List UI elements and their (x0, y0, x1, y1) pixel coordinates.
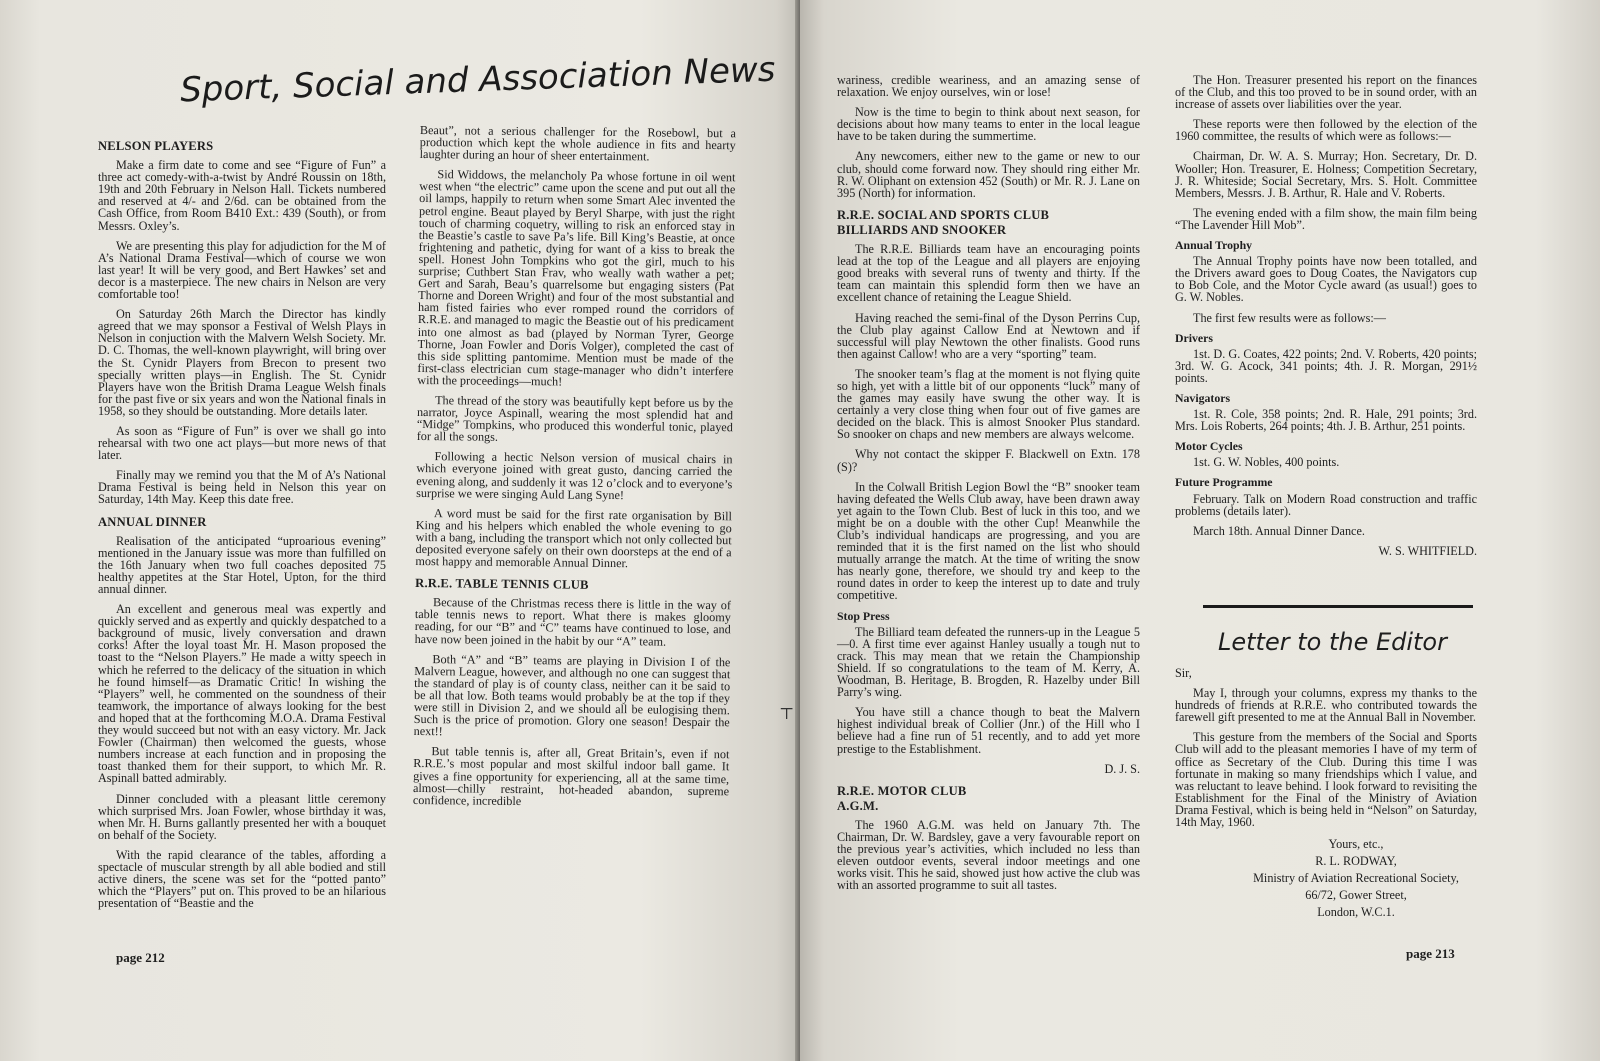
article-paragraph: You have still a chance though to beat the Malvern highest individual break of Collier (Jnr.) of the Hill who I believe had a fine run of 51 recently, and to add yet more prestige to the Establishment. (837, 705, 1140, 756)
letter-paragraph: This gesture from the members of the Social and Sports Club will add to the pleasant memories I have of my term of office as Secretary of the Club. During this time I was fortunate in making so many friendships which I value, and was reluctant to leave behind. I look forward to revisiting the Establishment for the Final of the Ministry of Aviation Drama Festival, which is being held in “Nelson” on Saturday, 14th May, 1960. (1175, 730, 1477, 830)
section-heading: R.R.E. MOTOR CLUB (837, 783, 967, 798)
staple-mark: ⊤ (779, 706, 795, 723)
page-title: Sport, Social and Association News (179, 49, 777, 111)
article-paragraph: Why not contact the skipper F. Blackwell on Extn. 178 (S)? (837, 447, 1140, 474)
article-paragraph: Any newcomers, either new to the game or new to our club, should come forward now. They should ring either Mr. R. W. Oliphant on extension 452 (South) or Mr. R. J. Lane on 395 (North) for information. (837, 149, 1140, 200)
letter-salutation: Sir, (1175, 666, 1192, 680)
article-paragraph: An excellent and generous meal was expertly and quickly served and as expertly and quickly despatched to a background of music, lively conversation and drawn corks! After the loyal toast Mr. H. Mason proposed the toast to the “Nelson Players.” He made a witty speech in which he referred to the delicacy of the situation in which he found himself—as Dramatic Critic! In wishing the “Players” well, he commented on the soundness of their teamwork, the importance of always looking for the best and hoped that at the forthcoming M.O.A. Drama Festival they would succeed but not with an easy victory. Mr. Jack Fowler (Chairman) then welcomed the guests, whose numbers increase at each function and in proposing the toast thanked them for their support, to which Mr. R. Aspinall batted admirably. (98, 602, 386, 786)
letter-paragraph: May I, through your columns, express my thanks to the hundreds of friends at R.R.E. who contributed towards the farewell gift presented to me at the Annual Ball in November. (1175, 686, 1477, 725)
page-number-right: page 213 (1406, 946, 1455, 961)
article-paragraph: The 1960 A.G.M. was held on January 7th. The Chairman, Dr. W. Bardsley, gave a very favourable report on the previous year’s activities, which included no less than eleven outdoor events, several indoor meetings and one works visit. This he said, showed just how active the club was with an assorted programme to suit all tastes. (837, 817, 1140, 893)
letter-signature-block (1235, 836, 1477, 921)
article-paragraph: But table tennis is, after all, Great Britain’s, even if not R.R.E.’s most popular and most skilful indoor ball game. It gives a fine opportunity for experiencing, all at the same time, almost—chilly restraint, hot-headed abandon, supreme confidence, incredible (412, 744, 730, 808)
article-paragraph: The snooker team’s flag at the moment is not flying quite so high, yet with a little bit of our opponents “luck” many of the games may easily have swung the other way. It is certainly a very close thing when four out of five games are decided on the black. This is almost Snooker Plus standard. So snooker on chaps and new members are always welcome. (837, 366, 1140, 442)
article-paragraph: 1st. D. G. Coates, 422 points; 2nd. V. Roberts, 420 points; 3rd. W. G. Acock, 341 points; 4th. J. R. Morgan, 291½ points. (1175, 346, 1477, 385)
column-4 (1175, 74, 1477, 565)
article-paragraph: With the rapid clearance of the tables, affording a spectacle of muscular strength by all able bodied and still active diners, the scene was set for the “potted panto” which the “Players” put on. This proved to be an hilarious presentation of “Beastie and the (98, 847, 386, 911)
letter-title: Letter to the Editor (1218, 628, 1447, 656)
article-paragraph: Now is the time to begin to think about next season, for decisions about how many teams to enter in the local league have to be taken during the summertime. (837, 105, 1140, 144)
letter-to-editor (1175, 667, 1477, 921)
column-1 (98, 130, 386, 917)
continued-paragraph: Beaut”, not a serious challenger for the Rosebowl, but a production which kept the whole audience in fits and hearty laughter during an hour of sheer entertainment. (419, 123, 736, 164)
article-paragraph: We are presenting this play for adjudiction for the M of A’s National Drama Festival—which of course we won last year! It will be very good, and Bert Hawkes’ set and decor is a masterpiece. The new chairs in Nelson are very comfortable too! (98, 238, 386, 302)
author-signoff: D. J. S. (1104, 761, 1140, 776)
section-subheading: BILLIARDS AND SNOOKER (837, 222, 1007, 237)
continued-paragraph: wariness, credible weariness, and an amazing sense of relaxation. We enjoy ourselves, win or lose! (837, 73, 1140, 100)
section-heading: R.R.E. SOCIAL AND SPORTS CLUB (837, 207, 1050, 222)
article-paragraph: Having reached the semi-final of the Dyson Perrins Cup, the Club play against Callow End at Newtown and if successful will play Newtown the other finalists. Good runs then against Callow! who are a very “sporting” team. (837, 310, 1140, 361)
article-paragraph: Following a hectic Nelson version of musical chairs in which everyone joined with great gusto, dancing carried the evening along, and suddenly it was 12 o’clock and to everyone’s surprise we were singing Auld Lang Syne! (416, 449, 733, 502)
article-paragraph: The R.R.E. Billiards team have an encouraging points lead at the top of the League and all players are enjoying good breaks with several runs of twenty and thirty. If the team can maintain this splendid form then we have an excellent chance of retaining the League Shield. (837, 242, 1140, 305)
article-paragraph: The first few results were as follows:— (1193, 310, 1386, 325)
section-subheading: A.G.M. (837, 798, 879, 813)
subsection-heading: Navigators (1175, 390, 1231, 405)
section-heading: ANNUAL DINNER (98, 514, 207, 529)
subsection-heading: Future Programme (1175, 475, 1273, 490)
subsection-heading: Annual Trophy (1175, 238, 1253, 253)
article-paragraph: February. Talk on Modern Road construction and traffic problems (details later). (1175, 491, 1477, 518)
article-paragraph: A word must be said for the first rate organisation by Bill King and his helpers which enabled the whole evening to go with a bang, including the transport which not only collected but deposited everyone safely on their own doorsteps at the end of a most happy and memorable Annual Dinner. (415, 505, 732, 571)
article-paragraph: These reports were then followed by the election of the 1960 committee, the results of which were as follows:— (1175, 117, 1477, 144)
section-heading: NELSON PLAYERS (98, 139, 214, 153)
subsection-heading: Stop Press (837, 608, 890, 623)
article-paragraph: March 18th. Annual Dinner Dance. (1193, 523, 1365, 538)
column-2 (413, 124, 736, 817)
article-paragraph: In the Colwall British Legion Bowl the “B” snooker team having defeated the Wells Club away, have been drawn away yet again to the Town Club. Best of luck in this too, and we might be on a double with the other Cup! Meanwhile the Club’s individual handicaps are progressing, and you are reminded that it is the first named on the list who should mutually arrange the match. At the time of writing the snow has nearly gone, therefore, we should try and keep to the round dates in order to keep the interest up to date and truly competitive. (837, 479, 1140, 603)
article-paragraph: The Annual Trophy points have now been totalled, and the Drivers award goes to Doug Coates, the Navigators cup to Bob Cole, and the Motor Cycle award (as usual!) goes to G. W. Nobles. (1175, 254, 1477, 305)
article-paragraph: Realisation of the anticipated “uproarious evening” mentioned in the January issue was more than fulfilled on the 16th January when two full coaches deposited 75 healthy appetites at the Star Hotel, Upton, for the third annual dinner. (98, 533, 386, 596)
column-3 (837, 74, 1140, 899)
article-paragraph: Because of the Christmas recess there is little in the way of table tennis news to report. What there is makes gloomy reading, for our “B” and “C” teams have continued to lose, and have now been joined in the habit by our “A” team. (414, 595, 732, 649)
author-signoff: W. S. WHITFIELD. (1378, 543, 1477, 558)
subsection-heading: Motor Cycles (1175, 439, 1243, 454)
article-paragraph: Sid Widdows, the melancholy Pa whose fortune in oil went west when “the electric” came upon the scene and put out all the oil lamps, happily to return when some Smart Alec invented the petrol engine. Beaut played by Beryl Sharpe, with just the right touch of charming coquetry, willing to risk an enforced stay in the Beastie’s castle to save Pa’s life. Bill King’s Beastie, at once frightening and pathetic, dying for want of a kiss to break the spell. Honest John Tompkins who got the girl, much to his surprise; Cuthbert Stan Frav, who weally wath wather a pet; Gert and Sarah, Beau’s quarrelsome but engaging sisters (Pat Thorne and Doreen Wright) and four of the most substantial and ham fisted fairies who ever romped round the corridors of R.R.E. and managed to magic the Beastie out of his predicament into one almost as bad (played by Norman Tyrer, George Thorne, Joan Fowler and Doris Volger), completed the cast of this side splitting pantomime. Mention must be made of the first-class electrician cum stage-manager who didn’t interfere with the proceedings—much! (417, 167, 736, 389)
article-paragraph: Dinner concluded with a pleasant little ceremony which surprised Mrs. Joan Fowler, whose birthday it was, when Mr. H. Burns gallantly presented her with a bouquet on behalf of the Society. (98, 791, 386, 842)
article-paragraph: 1st. G. W. Nobles, 400 points. (1193, 455, 1340, 470)
letter-closing: Yours, etc., (1328, 837, 1384, 852)
article-paragraph: On Saturday 26th March the Director has kindly agreed that we may sponsor a Festival of Welsh Plays in Nelson in conjuction with the Malvern Welsh Society. Mr. D. C. Thomas, the well-known playwright, will bring over the St. Cynidr Players from Brecon to present two specially written plays—in English. The St. Cynidr Players have won the British Drama League Welsh finals for the past five or six years and won the National finals in 1958, so they should be outstanding. More details later. (98, 307, 386, 418)
article-paragraph: Finally may we remind you that the M of A’s National Drama Festival is being held in Nelson this year on Saturday, 14th May. Keep this date free. (98, 468, 386, 507)
letter-organisation: Ministry of Aviation Recreational Society, (1253, 871, 1459, 886)
letter-address-line: London, W.C.1. (1317, 905, 1395, 920)
article-paragraph: Both “A” and “B” teams are playing in Division I of the Malvern League, however, and although no one can suggest that the standard of play is of county class, neither can it be said to be all that low. Both teams would probably be at the top if they were still in Division 2, and we should all be eulogising them. Such is the price of promotion. Glory one season! Despair the next!! (413, 651, 731, 739)
article-paragraph: As soon as “Figure of Fun” is over we shall go into rehearsal with two one act plays—but more news of that later. (98, 423, 386, 463)
article-paragraph: Make a firm date to come and see “Figure of Fun” a three act comedy-with-a-twist by André Roussin on 18th, 19th and 20th February in Nelson Hall. Tickets numbered and reserved at 4/- and 2/6d. can be obtained from the Cash Office, from Room B410 Ext.: 439 (South), or from Messrs. Oxley’s. (98, 158, 386, 233)
section-heading: R.R.E. TABLE TENNIS CLUB (415, 576, 589, 592)
subsection-heading: Drivers (1175, 330, 1213, 345)
article-paragraph: Chairman, Dr. W. A. S. Murray; Hon. Secretary, Dr. D. Wooller; Hon. Treasurer, E. Holness; Competition Secretary, J. R. Whiteside; Social Secretary, Mrs. S. Holt. Committee Members, Messrs. J. B. Arthur, R. Hale and V. Roberts. (1175, 149, 1477, 200)
article-paragraph: The Hon. Treasurer presented his report on the finances of the Club, and this too proved to be in sound order, with an increase of assets over liabilities over the year. (1175, 73, 1477, 112)
letter-signature: R. L. RODWAY, (1315, 854, 1397, 869)
article-paragraph: The Billiard team defeated the runners-up in the League 5—0. A first time ever against Hanley usually a tough nut to crack. This may mean that we retain the Championship Shield. If so congratulations to the team of M. Kerry, A. Woodman, B. Heritage, B. Brogden, R. Hazelby under Bill Parry’s wing. (837, 624, 1140, 700)
section-divider (1203, 605, 1473, 608)
article-paragraph: The thread of the story was beautifully kept before us by the narrator, Joyce Aspinall, wearing the most splendid hat and “Midge” Tompkins, who produced this wonderful tonic, played for all the songs. (416, 393, 734, 445)
article-paragraph: The evening ended with a film show, the main film being “The Lavender Hill Mob”. (1175, 205, 1477, 232)
article-paragraph: 1st. R. Cole, 358 points; 2nd. R. Hale, 291 points; 3rd. Mrs. Lois Roberts, 264 points; 4th. J. B. Arthur, 251 points. (1175, 407, 1477, 434)
page-number-left: page 212 (116, 950, 165, 965)
letter-address-line: 66/72, Gower Street, (1305, 888, 1407, 903)
